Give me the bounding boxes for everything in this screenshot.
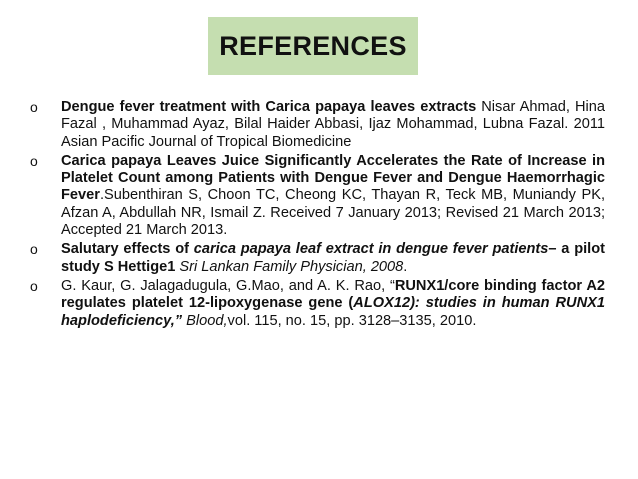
slide-title: REFERENCES: [219, 30, 407, 61]
reference-item: [30, 241, 605, 276]
reference-end: .: [403, 258, 408, 275]
reference-item: [30, 278, 605, 330]
title-box: [208, 17, 418, 75]
reference-title-part: RUNX1/core binding factor A2 regulates platelet 12-lipoxygenase gene (: [61, 277, 606, 312]
reference-journal: Sri Lankan Family Physician, 2008: [175, 258, 404, 275]
reference-list: [30, 99, 605, 332]
reference-title-italic: ALOX12): studies in human RUNX1 haplodeficiency,”: [61, 295, 605, 329]
reference-title-part: Salutary effects of: [61, 241, 194, 258]
reference-title-italic: carica papaya leaf extract in dengue fever patients: [193, 241, 549, 258]
bullet-icon: o: [30, 241, 38, 258]
bullet-icon: o: [30, 99, 38, 115]
reference-item: [30, 153, 605, 239]
reference-authors: G. Kaur, G. Jalagadugula, G.Mao, and A. K. Rao, “: [61, 277, 395, 294]
bullet-icon: o: [30, 277, 38, 294]
reference-details: Nisar Ahmad, Hina Fazal , Muhammad Ayaz, Bilal Haider Abbasi, Ijaz Mohammad, Lubna Fazal. 2011 Asian Pacific Journal of Tropical Biomedicine: [61, 99, 605, 150]
reference-details: .Subenthiran S, Choon TC, Cheong KC, Thayan R, Teck MB, Muniandy PK, Afzan A, Abdullah NR, Ismail Z. Received 7 January 2013; Revised 21 March 2013; Accepted 21 March 2013.: [61, 187, 605, 239]
reference-title: Carica papaya Leaves Juice Significantly Accelerates the Rate of Increase in Platelet Count among Patients with Dengue Fever and Dengue Haemorrhagic Fever: [61, 152, 605, 204]
reference-item: [30, 99, 605, 151]
bullet-icon: o: [30, 152, 38, 169]
reference-journal: Blood,: [182, 312, 228, 329]
reference-details: vol. 115, no. 15, pp. 3128–3135, 2010.: [227, 312, 477, 329]
reference-title: Dengue fever treatment with Carica papaya leaves extracts: [61, 99, 477, 115]
reference-title-part: – a pilot study S Hettige1: [61, 241, 605, 275]
